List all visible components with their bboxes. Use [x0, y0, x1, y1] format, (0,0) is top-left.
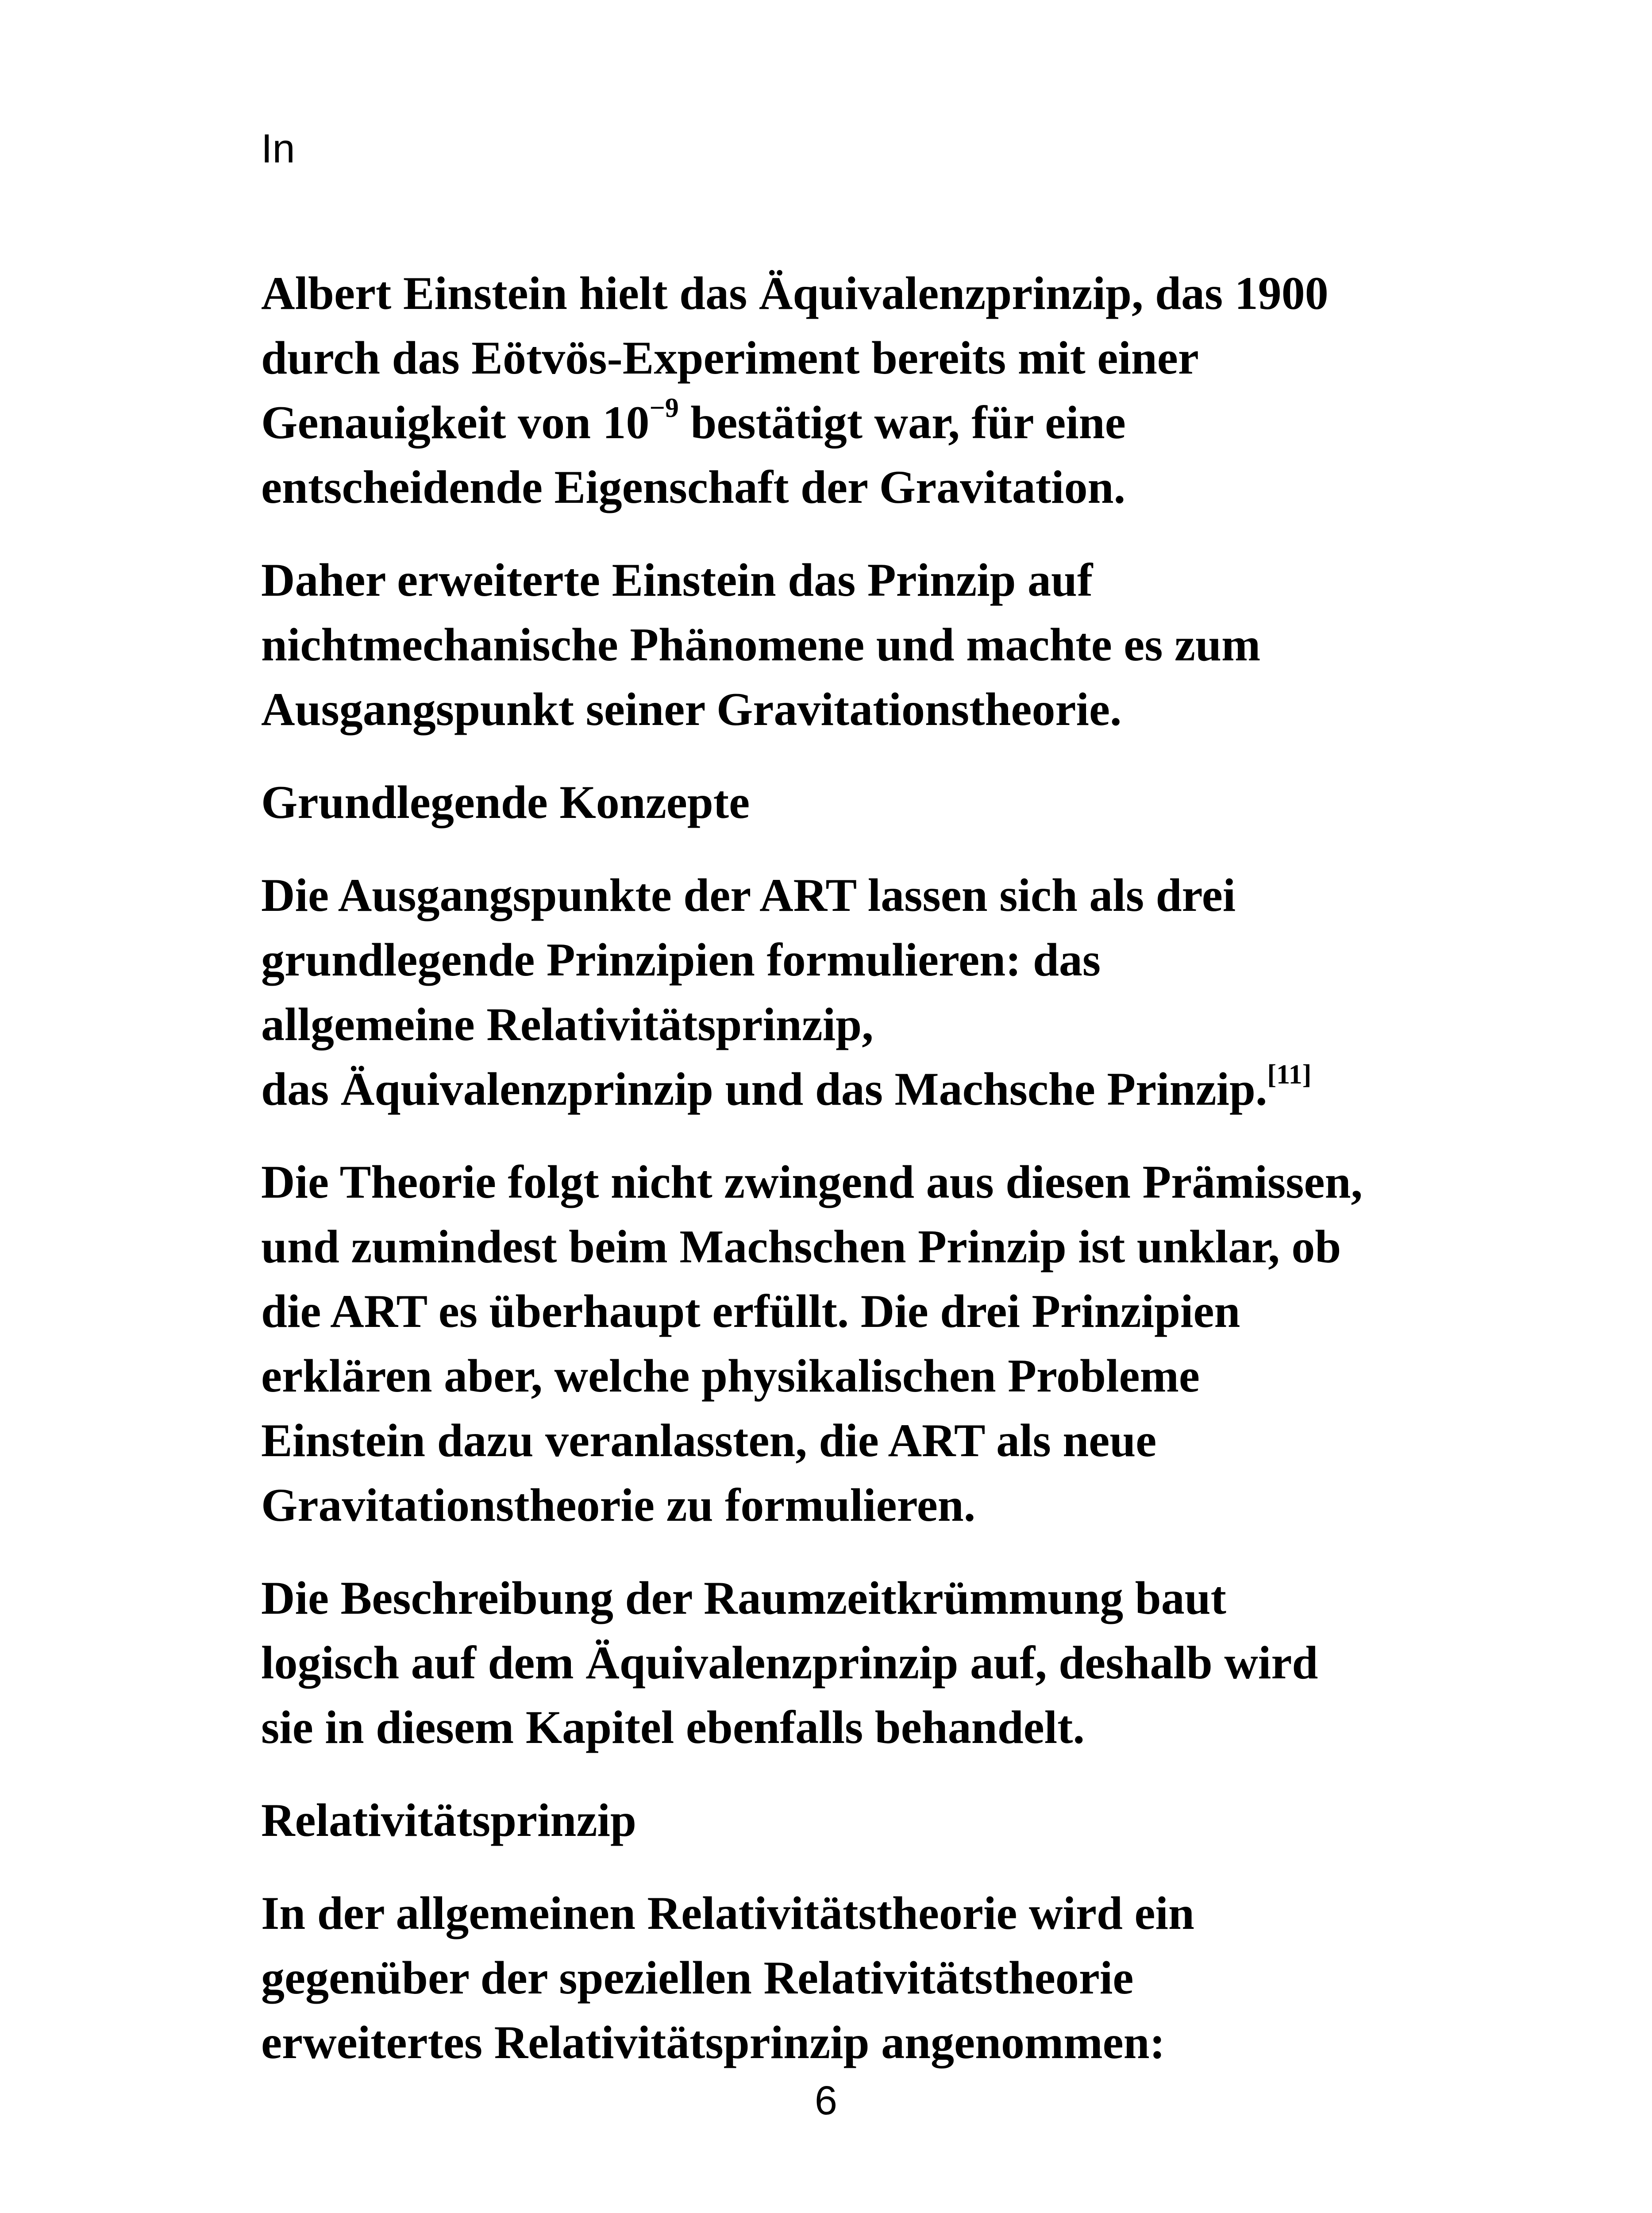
section-heading-grundlegende-konzepte	[261, 770, 1456, 835]
text-line: logisch auf dem Äquivalenzprinzip auf, deshalb wird	[261, 1637, 1318, 1689]
text-line: In der allgemeinen Relativitätstheorie wird ein	[261, 1887, 1194, 1939]
text-line: sie in diesem Kapitel ebenfalls behandelt.	[261, 1701, 1085, 1753]
text-line: gegenüber der speziellen Relativitätstheorie	[261, 1952, 1134, 2004]
paragraph-einstein-extension	[261, 548, 1456, 742]
exponent: −9	[649, 393, 679, 423]
text-fragment: bestätigt war, für eine	[678, 397, 1126, 448]
text-line: und zumindest beim Machschen Prinzip ist unklar, ob	[261, 1221, 1341, 1272]
text-line: Gravitationstheorie zu formulieren.	[261, 1479, 976, 1531]
text-line: Einstein dazu veranlassten, die ART als neue	[261, 1415, 1157, 1466]
paragraph-relativity-principle	[261, 1881, 1456, 2075]
heading-text: Grundlegende Konzepte	[261, 776, 750, 828]
text-fragment: das Äquivalenzprinzip und das Machsche Prinzip.	[261, 1063, 1267, 1115]
text-line: allgemeine Relativitätsprinzip,	[261, 999, 874, 1050]
text-line-with-citation	[261, 1057, 1456, 1122]
text-line: Albert Einstein hielt das Äquivalenzprinzip, das 1900	[261, 267, 1329, 319]
citation-link[interactable]: [11]	[1267, 1059, 1312, 1090]
text-line: Die Theorie folgt nicht zwingend aus diesen Prämissen,	[261, 1156, 1363, 1208]
paragraph-equivalence-history	[261, 261, 1456, 520]
text-line: nichtmechanische Phänomene und machte es zum	[261, 619, 1261, 671]
text-line-with-exponent	[261, 390, 1456, 455]
page-body	[261, 261, 1456, 2103]
paragraph-theory-premises	[261, 1150, 1456, 1538]
paragraph-principles	[261, 863, 1456, 1122]
heading-text: Relativitätsprinzip	[261, 1794, 636, 1846]
text-line: erweitertes Relativitätsprinzip angenommen:	[261, 2016, 1165, 2068]
text-line: die ART es überhaupt erfüllt. Die drei Prinzipien	[261, 1285, 1240, 1337]
section-heading-relativitaetsprinzip	[261, 1788, 1456, 1853]
text-line: Daher erweiterte Einstein das Prinzip auf	[261, 554, 1093, 606]
page-number: 6	[814, 2078, 838, 2123]
page-header: In	[261, 126, 295, 171]
paragraph-spacetime-curvature	[261, 1566, 1456, 1760]
text-line: grundlegende Prinzipien formulieren: das	[261, 934, 1101, 986]
text-line: Ausgangspunkt seiner Gravitationstheorie.	[261, 683, 1122, 735]
text-line: entscheidende Eigenschaft der Gravitation.	[261, 461, 1126, 513]
text-line: Die Ausgangspunkte der ART lassen sich als drei	[261, 869, 1236, 921]
text-line: Die Beschreibung der Raumzeitkrümmung baut	[261, 1572, 1226, 1624]
text-line: durch das Eötvös-Experiment bereits mit einer	[261, 332, 1199, 384]
text-fragment: Genauigkeit von 10	[261, 397, 650, 448]
text-line: erklären aber, welche physikalischen Probleme	[261, 1350, 1200, 1402]
